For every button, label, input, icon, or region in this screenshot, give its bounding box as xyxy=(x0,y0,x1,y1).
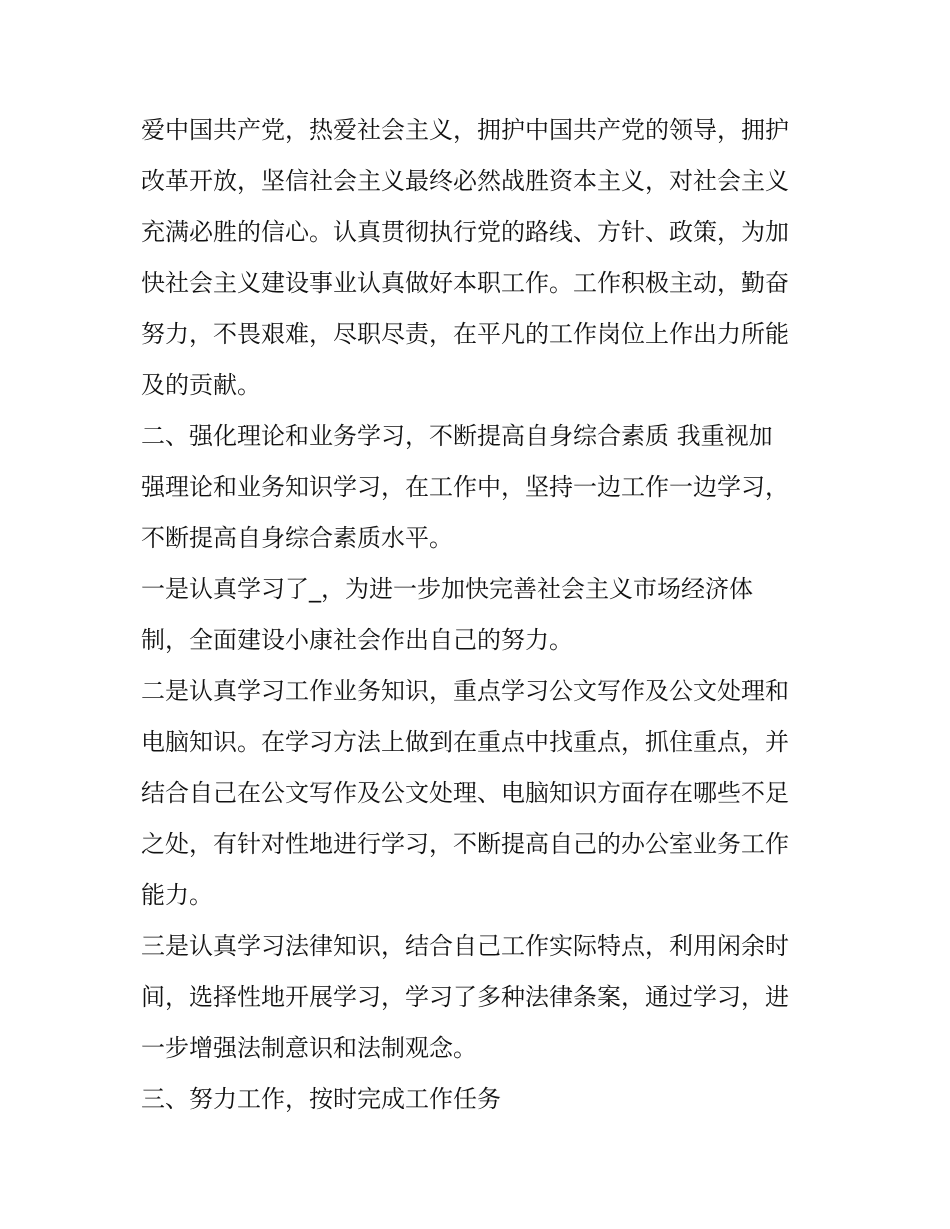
text-line: 充满必胜的信心。认真贯彻执行党的路线、方针、政策，为加 xyxy=(141,218,789,246)
text-line: 改革开放，坚信社会主义最终必然战胜资本主义，对社会主义 xyxy=(141,167,789,195)
text-line: 三、努力工作，按时完成工作任务 xyxy=(141,1085,501,1113)
text-line: 电脑知识。在学习方法上做到在重点中找重点，抓住重点，并 xyxy=(141,728,789,756)
text-line: 能力。 xyxy=(141,881,213,909)
text-line: 爱中国共产党，热爱社会主义，拥护中国共产党的领导，拥护 xyxy=(141,116,789,144)
text-line: 二、强化理论和业务学习，不断提高自身综合素质 我重视加 xyxy=(141,422,773,450)
text-line: 及的贡献。 xyxy=(141,371,261,399)
section-heading-study xyxy=(141,411,821,564)
text-line: 制，全面建设小康社会作出自己的努力。 xyxy=(141,626,573,654)
paragraph-political-stance xyxy=(141,105,821,411)
text-line: 努力，不畏艰难，尽职尽责，在平凡的工作岗位上作出力所能 xyxy=(141,320,789,348)
text-line: 之处，有针对性地进行学习，不断提高自己的办公室业务工作 xyxy=(141,830,789,858)
text-line: 一步增强法制意识和法制观念。 xyxy=(141,1034,477,1062)
text-line: 不断提高自身综合素质水平。 xyxy=(141,524,453,552)
document-body xyxy=(141,105,821,1125)
text-line: 二是认真学习工作业务知识，重点学习公文写作及公文处理和 xyxy=(141,677,789,705)
paragraph-study-item-3 xyxy=(141,921,821,1074)
paragraph-study-item-1 xyxy=(141,564,821,666)
text-line: 强理论和业务知识学习，在工作中，坚持一边工作一边学习， xyxy=(141,473,789,501)
paragraph-study-item-2 xyxy=(141,666,821,921)
text-line: 一是认真学习了_，为进一步加快完善社会主义市场经济体 xyxy=(141,575,753,603)
section-heading-work xyxy=(141,1074,821,1125)
text-line: 快社会主义建设事业认真做好本职工作。工作积极主动，勤奋 xyxy=(141,269,789,297)
text-line: 间，选择性地开展学习，学习了多种法律条案，通过学习，进 xyxy=(141,983,789,1011)
text-line: 结合自己在公文写作及公文处理、电脑知识方面存在哪些不足 xyxy=(141,779,789,807)
text-line: 三是认真学习法律知识，结合自己工作实际特点，利用闲余时 xyxy=(141,932,789,960)
